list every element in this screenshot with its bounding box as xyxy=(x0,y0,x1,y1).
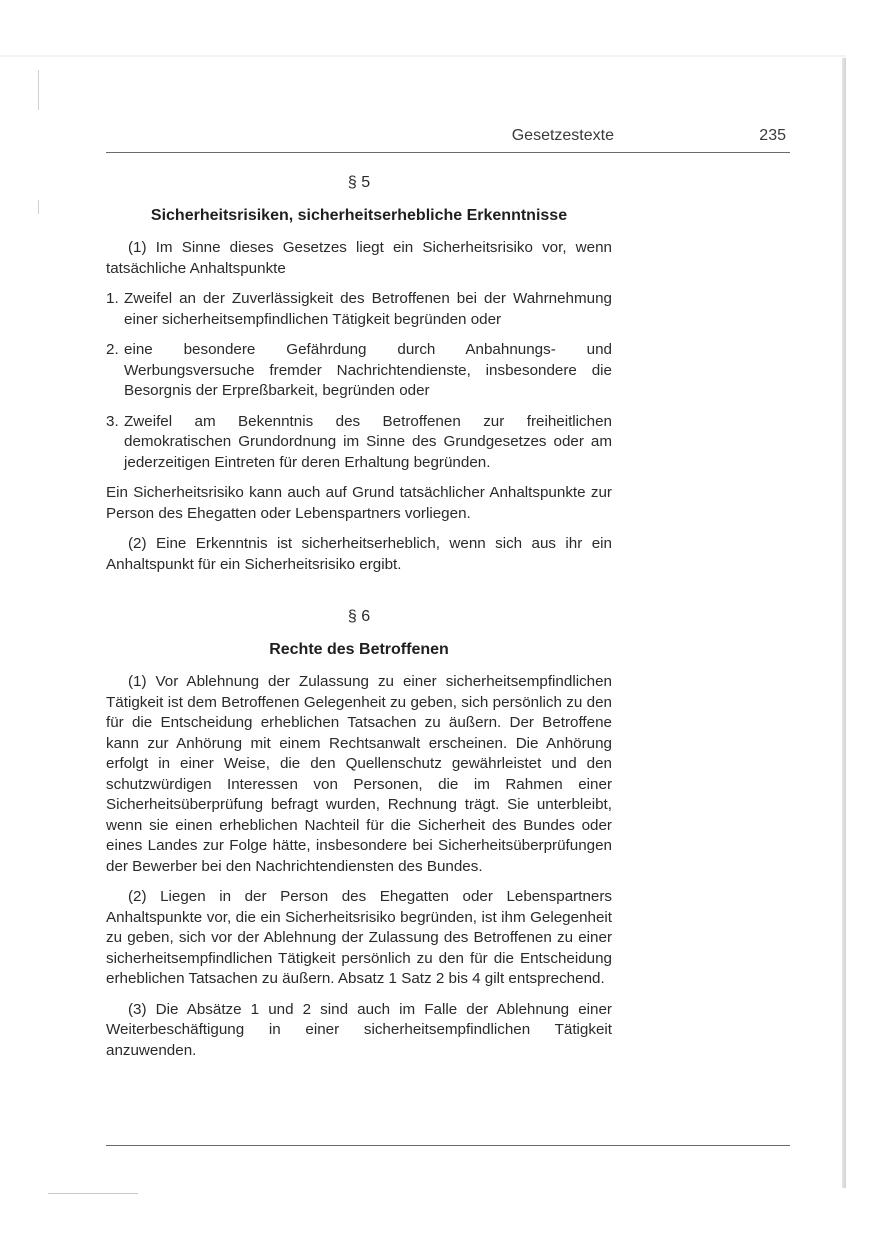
page-edge-right xyxy=(842,58,846,1188)
list-item xyxy=(106,412,612,474)
running-head xyxy=(106,124,790,150)
section-5-number: § 5 xyxy=(347,174,371,191)
section-6-number: § 6 xyxy=(347,608,371,625)
section-5-paragraph-after-list: Ein Sicherheitsrisiko kann auch auf Grund tatsächlicher Anhaltspunkte zur Person des Ehegatten oder Lebenspartners vorliegen. xyxy=(106,484,612,522)
section-5-heading: Sicherheitsrisiken, sicherheitserhebliche Erkenntnisse xyxy=(150,206,568,224)
page-edge-bottom xyxy=(48,1193,138,1194)
list-item-text: eine besondere Gefährdung durch Anbahnungs- und Werbungsversuche fremder Nachrichtendienste, insbesondere die Besorgnis der Erpreßbarkeit, begründen oder xyxy=(124,341,612,399)
section-gap xyxy=(106,585,612,607)
list-item-number: 3. xyxy=(106,412,119,430)
footer-rule xyxy=(106,1145,790,1146)
page-content xyxy=(106,124,790,1071)
section-6-paragraph-3: (3) Die Absätze 1 und 2 sind auch im Falle der Ablehnung einer Weiterbeschäftigung in einer sicherheitsempfindlichen Tätigkeit anzuwenden. xyxy=(106,1000,612,1059)
page-edge-top xyxy=(0,55,846,57)
list-item-number: 1. xyxy=(106,290,119,307)
section-6-paragraph-2: (2) Liegen in der Person des Ehegatten oder Lebenspartners Anhaltspunkte vor, die ein Sicherheitsrisiko begründen, ist ihm Gelegenheit zu geben, sich vor der Ablehnung der Zulassung des Betroffenen zu einer sicherheitsempfindlichen Tätigkeit persönlich zu den für die Entscheidung erheblichen Tatsachen zu äußern. Absatz 1 Satz 2 bis 4 gilt entsprechend. xyxy=(106,888,612,987)
list-item xyxy=(106,340,612,402)
running-head-title: Gesetzestexte xyxy=(511,127,614,144)
scan-mark xyxy=(38,70,39,110)
list-item-text: Zweifel an der Zuverlässigkeit des Betroffenen bei der Wahrnehmung einer sicherheitsempfindlichen Tätigkeit begründen oder xyxy=(124,290,612,328)
scan-mark xyxy=(38,200,39,214)
list-item-text: Zweifel am Bekenntnis des Betroffenen zur freiheitlichen demokratischen Grundordnung im Sinne des Grundgesetzes oder am jederzeitigen Eintreten für deren Erhaltung begründen. xyxy=(124,412,612,471)
header-rule xyxy=(106,152,790,153)
list-item-number: 2. xyxy=(106,341,119,358)
section-5-paragraph-1: (1) Im Sinne dieses Gesetzes liegt ein Sicherheitsrisiko vor, wenn tatsächliche Anhaltspunkte xyxy=(106,239,612,277)
text-column xyxy=(106,173,612,1061)
page-number: 235 xyxy=(759,127,786,144)
section-6-paragraph-1: (1) Vor Ablehnung der Zulassung zu einer sicherheitsempfindlichen Tätigkeit ist dem Betroffenen Gelegenheit zu geben, sich persönlich zu den für die Entscheidung erheblichen Tatsachen zu äußern. Der Betroffene kann zur Anhörung mit einem Rechtsanwalt erscheinen. Die Anhörung erfolgt in einer Weise, die den Quellenschutz gewährleistet und den schutzwürdigen Interessen von Personen, die im Rahmen einer Sicherheitsüberprüfung befragt wurden, Rechnung trägt. Sie unterbleibt, wenn sie einen erheblichen Nachteil für die Sicherheit des Bundes oder eines Landes zur Folge hätte, insbesondere bei Sicherheitsüberprüfungen der Bewerber bei den Nachrichtendiensten des Bundes. xyxy=(106,673,612,875)
list-item xyxy=(106,289,612,330)
section-6-heading: Rechte des Betroffenen xyxy=(269,640,449,658)
section-5-paragraph-2: (2) Eine Erkenntnis ist sicherheitserheblich, wenn sich aus ihr ein Anhaltspunkt für ein Sicherheitsrisiko ergibt. xyxy=(106,535,612,573)
